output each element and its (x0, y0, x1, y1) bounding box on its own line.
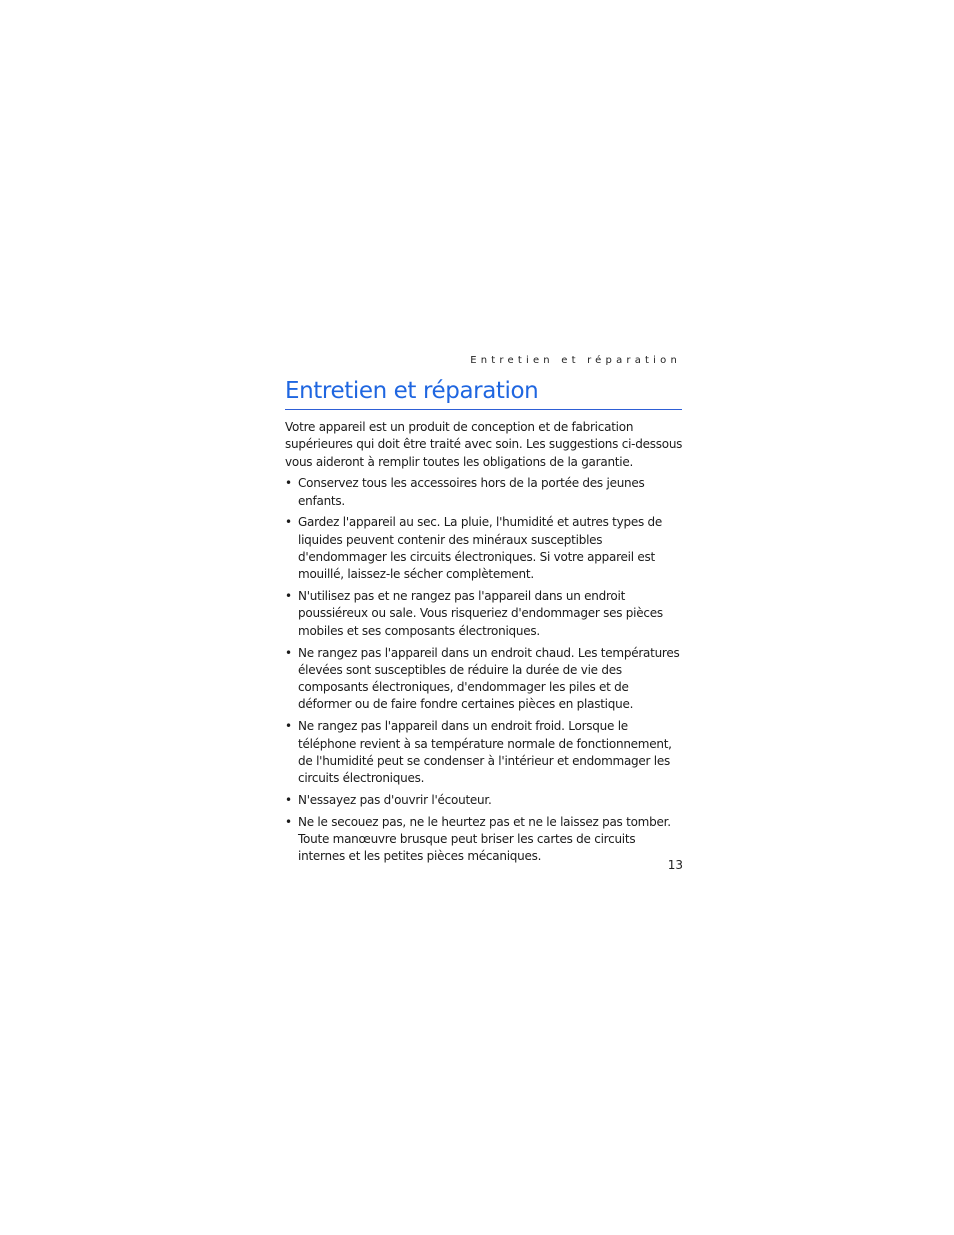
page-title: Entretien et réparation (285, 378, 539, 404)
list-item-text: N'utilisez pas et ne rangez pas l'appareil dans un endroit poussiéreux ou sale. Vous risqueriez d'endommager ses pièces mobiles et ses composants électroniques. (298, 589, 663, 638)
page-number: 13 (667, 858, 683, 872)
section-title-block (285, 377, 682, 410)
bullet-icon: • (285, 476, 292, 491)
list-item (285, 514, 685, 583)
list-item (285, 792, 685, 809)
list-item (285, 475, 685, 510)
list-item-text: Ne rangez pas l'appareil dans un endroit froid. Lorsque le téléphone revient à sa température normale de fonctionnement, de l'humidité peut se condenser à l'intérieur et endommager les circuits électroniques. (298, 719, 672, 786)
main-content (285, 419, 685, 870)
running-header: Entretien et réparation (470, 355, 681, 366)
care-instructions-list (285, 475, 685, 865)
list-item-text: Ne le secouez pas, ne le heurtez pas et ne le laissez pas tomber. Toute manœuvre brusque peut briser les cartes de circuits internes et les petites pièces mécaniques. (298, 814, 671, 864)
list-item-text: N'essayez pas d'ouvrir l'écouteur. (298, 792, 492, 807)
bullet-icon: • (285, 814, 292, 829)
list-item-text: Ne rangez pas l'appareil dans un endroit chaud. Les températures élevées sont susceptibles de réduire la durée de vie des composants électroniques, d'endommager les piles et de déformer ou de faire fondre certaines pièces en plastique. (298, 645, 680, 712)
bullet-icon: • (285, 515, 292, 530)
bullet-icon: • (285, 645, 292, 660)
list-item (285, 645, 685, 714)
bullet-icon: • (285, 719, 292, 734)
list-item (285, 588, 685, 640)
list-item-text: Gardez l'appareil au sec. La pluie, l'humidité et autres types de liquides peuvent contenir des minéraux susceptibles d'endommager les circuits électroniques. Si votre appareil est mouillé, laissez-le sécher complètement. (298, 515, 663, 582)
list-item (285, 718, 685, 787)
bullet-icon: • (285, 792, 292, 807)
bullet-icon: • (285, 589, 292, 604)
list-item-text: Conservez tous les accessoires hors de la portée des jeunes enfants. (298, 476, 645, 508)
intro-paragraph: Votre appareil est un produit de conception et de fabrication supérieures qui doit être traité avec soin. Les suggestions ci-dessous vous aideront à remplir toutes les obligations de la garantie. (285, 420, 683, 469)
